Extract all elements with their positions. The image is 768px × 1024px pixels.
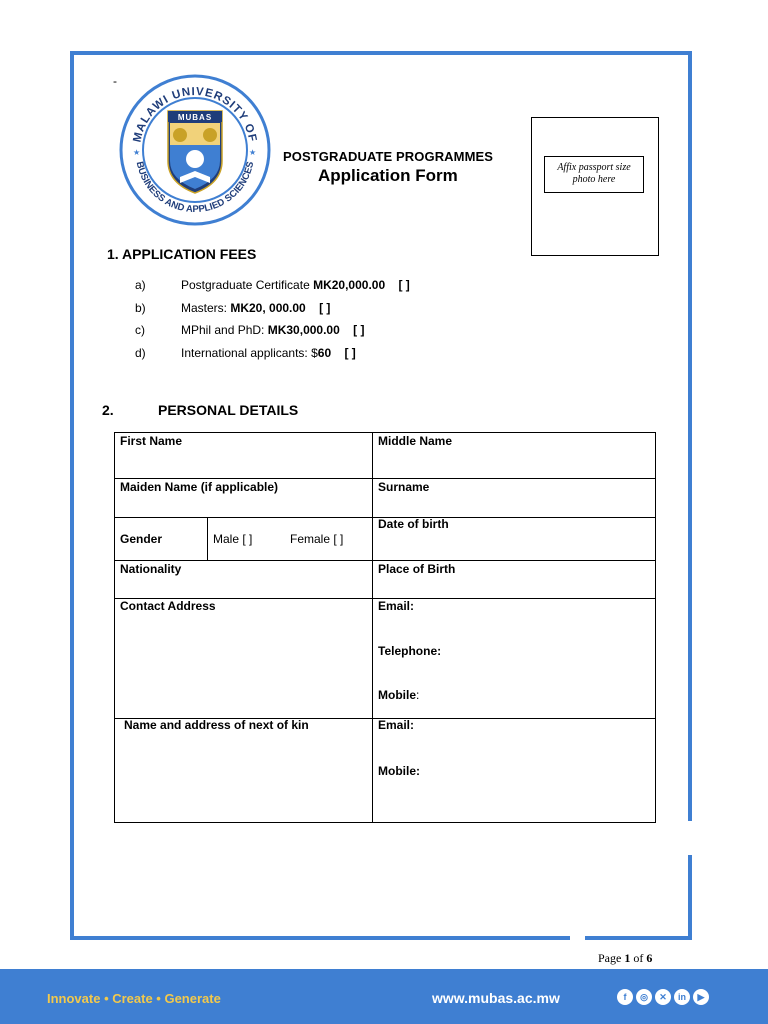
female-checkbox[interactable]: Female [ ] bbox=[290, 532, 344, 546]
place-of-birth-field[interactable]: Place of Birth bbox=[378, 562, 456, 576]
gender-label: Gender bbox=[120, 532, 163, 546]
email-field[interactable]: Email: bbox=[378, 599, 415, 613]
passport-photo-box bbox=[531, 117, 659, 256]
frame-left-border bbox=[70, 51, 74, 940]
passport-photo-label: Affix passport size photo here bbox=[544, 156, 644, 193]
personal-details-table bbox=[114, 432, 656, 823]
telephone-field[interactable]: Telephone: bbox=[378, 644, 442, 658]
fee-checkbox[interactable]: [ ] bbox=[398, 278, 410, 292]
column-divider bbox=[372, 433, 373, 822]
gender-divider bbox=[207, 517, 208, 560]
facebook-icon[interactable]: f bbox=[617, 989, 633, 1005]
footer-tagline: Innovate • Create • Generate bbox=[47, 991, 221, 1006]
frame-bottom-border bbox=[70, 936, 570, 940]
frame-bottom-border-right bbox=[585, 936, 692, 940]
contact-address-field[interactable]: Contact Address bbox=[120, 599, 216, 613]
social-icons bbox=[617, 989, 709, 1005]
form-title: Application Form bbox=[318, 166, 458, 185]
maiden-name-field[interactable]: Maiden Name (if applicable) bbox=[120, 480, 279, 494]
programme-title: POSTGRADUATE PROGRAMMES bbox=[283, 149, 494, 164]
frame-right-border bbox=[688, 51, 692, 821]
page-number: Page 1 of 6 bbox=[598, 951, 653, 965]
nationality-field[interactable]: Nationality bbox=[120, 562, 182, 576]
svg-text:★: ★ bbox=[133, 148, 141, 157]
frame-right-border-lower bbox=[688, 855, 692, 940]
svg-text:MALAWI UNIVERSITY OF: MALAWI UNIVERSITY OF bbox=[131, 85, 259, 144]
first-name-field[interactable]: First Name bbox=[120, 434, 183, 448]
fee-checkbox[interactable]: [ ] bbox=[353, 323, 365, 337]
svg-text:★: ★ bbox=[249, 148, 257, 157]
row-divider bbox=[115, 560, 655, 561]
section-personal-details-heading: PERSONAL DETAILS bbox=[158, 402, 299, 418]
kin-mobile-field[interactable]: Mobile: bbox=[378, 764, 420, 778]
mobile-field[interactable]: Mobile: bbox=[378, 688, 420, 702]
footer-bar bbox=[0, 969, 768, 1024]
frame-top-border bbox=[70, 51, 692, 55]
next-of-kin-field[interactable]: Name and address of next of kin bbox=[124, 718, 309, 732]
x-icon[interactable]: ✕ bbox=[655, 989, 671, 1005]
svg-text:MUBAS: MUBAS bbox=[177, 113, 213, 122]
row-divider bbox=[115, 478, 655, 479]
website-link[interactable]: www.mubas.ac.mw bbox=[432, 990, 560, 1006]
section-number: 2. bbox=[102, 402, 114, 418]
instagram-icon[interactable]: ◎ bbox=[636, 989, 652, 1005]
linkedin-icon[interactable]: in bbox=[674, 989, 690, 1005]
university-logo bbox=[118, 73, 272, 227]
section-application-fees-heading: 1. APPLICATION FEES bbox=[107, 246, 257, 262]
stray-dash: - bbox=[113, 74, 117, 88]
date-of-birth-field[interactable]: Date of birth bbox=[378, 517, 449, 531]
fee-checkbox[interactable]: [ ] bbox=[319, 301, 331, 315]
kin-email-field[interactable]: Email: bbox=[378, 718, 415, 732]
surname-field[interactable]: Surname bbox=[378, 480, 430, 494]
youtube-icon[interactable]: ▶ bbox=[693, 989, 709, 1005]
svg-text:BUSINESS AND APPLIED SCIENCES: BUSINESS AND APPLIED SCIENCES bbox=[133, 160, 257, 216]
middle-name-field[interactable]: Middle Name bbox=[378, 434, 453, 448]
fee-checkbox[interactable]: [ ] bbox=[344, 346, 356, 360]
male-checkbox[interactable]: Male [ ] bbox=[213, 532, 253, 546]
